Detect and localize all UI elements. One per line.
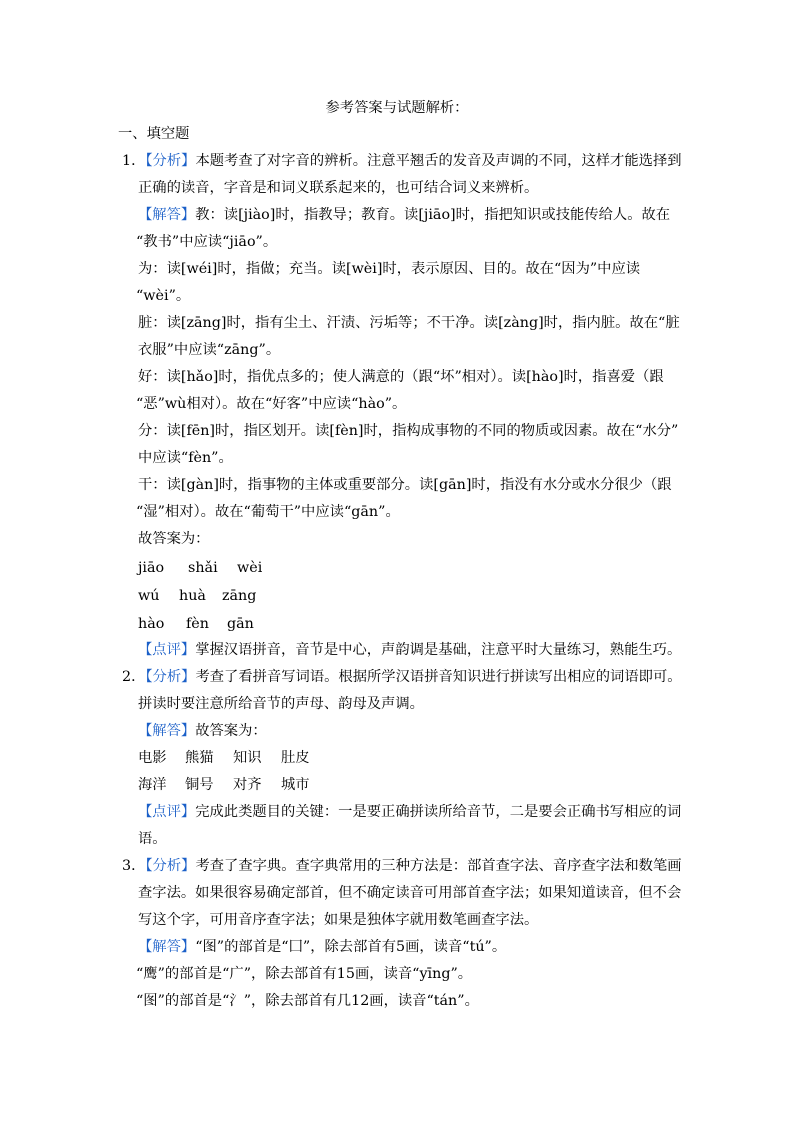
- q2-answer-cell: 铜号: [185, 777, 214, 793]
- q1-comment-line: [138, 640, 681, 660]
- q1-fen-line1: 分：读[fēn]时，指区划开。读[fèn]时，指构成事物的不同的物质或因素。故在“水分”: [138, 423, 679, 439]
- q1-answer-text: 教：读[jiào]时，指教导；教育。读[jiāo]时，指把知识或技能传给人。故在: [195, 207, 671, 223]
- q1-answer-cell: shǎi: [188, 560, 218, 576]
- q1-zang-line2: 衣服”中应读“zāng”。: [138, 342, 281, 358]
- q3-analysis-text: 考查了查字典。查字典常用的三种方法是：部首查字法、音序查字法和数笔画: [195, 858, 682, 874]
- q3-answer-tag: 【解答】: [138, 939, 196, 955]
- q2-answer-tag: 【解答】: [138, 723, 196, 739]
- q2-number: 2．: [122, 669, 146, 685]
- q2-answer-cell: 海洋: [138, 777, 167, 793]
- q1-comment-text: 掌握汉语拼音，音节是中心，声韵调是基础，注意平时大量练习，熟能生巧。: [195, 642, 682, 658]
- q1-answer-line2: “教书”中应读“jiāo”。: [136, 234, 278, 250]
- q1-answer-cell: huà: [179, 588, 206, 604]
- q3-answer-line3: “图”的部首是“氵”，除去部首有几12画，读音“tán”。: [136, 993, 479, 1009]
- q1-answer-cell: gān: [227, 616, 254, 632]
- q1-answer-row-3: [138, 614, 254, 634]
- q1-answer-line: [138, 205, 670, 225]
- q1-zang-line1: 脏：读[zāng]时，指有尘土、汗渍、污垢等；不干净。读[zàng]时，指内脏。故在“脏: [138, 315, 680, 331]
- q3-analysis-line3: 写这个字，可用音序查字法；如果是独体字就用数笔画查字法。: [138, 912, 539, 928]
- q2-answer-cell: 肚皮: [281, 750, 310, 766]
- q1-number: 1．: [122, 153, 146, 169]
- q1-analysis-line2: 正确的读音，字音是和词义联系起来的，也可结合词义来辨析。: [138, 180, 539, 196]
- q2-analysis-tag: 【分析】: [145, 669, 196, 685]
- q1-wei-line2: “wèi”。: [136, 288, 191, 304]
- q2-comment-text: 完成此类题目的关键：一是要正确拼读所给音节，二是要会正确书写相应的词: [195, 804, 682, 820]
- q3-analysis-line: [122, 856, 682, 876]
- q2-answer-line: [138, 721, 267, 741]
- q1-hao-line2: “恶”wù相对）。故在“好客”中应读“hào”。: [136, 396, 407, 412]
- q1-answer-row-1: [138, 558, 262, 578]
- q2-answer-row-1: [138, 748, 310, 768]
- q2-answer-cell: 熊猫: [185, 750, 214, 766]
- q1-analysis-line: [122, 151, 682, 171]
- section-heading: 一、填空题: [118, 126, 190, 142]
- q2-answer-text: 故答案为：: [195, 723, 267, 739]
- q2-analysis-line: [122, 667, 682, 687]
- q2-answer-row-2: [138, 775, 310, 795]
- q1-gan-line2: “湿”相对）。故在“葡萄干”中应读“gān”。: [136, 504, 400, 520]
- q1-answer-cell: jiāo: [138, 560, 165, 576]
- q3-analysis-line2: 查字法。如果很容易确定部首，但不确定读音可用部首查字法；如果知道读音，但不会: [138, 885, 682, 901]
- q2-answer-cell: 电影: [138, 750, 167, 766]
- page-title: 参考答案与试题解析：: [325, 100, 469, 116]
- q3-number: 3．: [122, 858, 146, 874]
- q3-answer-line2: “鹰”的部首是“广”，除去部首有15画，读音“yīng”。: [136, 966, 473, 982]
- q3-analysis-tag: 【分析】: [145, 858, 196, 874]
- q1-answer-tag: 【解答】: [138, 207, 196, 223]
- q1-analysis-text: 本题考查了对字音的辨析。注意平翘舌的发音及声调的不同，这样才能选择到: [195, 153, 682, 169]
- q2-comment-line: [138, 802, 681, 822]
- q1-hao-line1: 好：读[hǎo]时，指优点多的；使人满意的（跟“坏”相对）。读[hào]时，指喜爱（跟: [138, 369, 664, 385]
- q1-answer-cell: wèi: [237, 560, 263, 576]
- q1-answer-cell: wú: [138, 588, 160, 604]
- q1-answer-cell: zāng: [222, 588, 257, 604]
- q3-answer-text: “图”的部首是“囗”，除去部首有5画，读音“tú”。: [195, 939, 507, 955]
- q2-answer-cell: 对齐: [233, 777, 262, 793]
- q1-answer-row-2: [138, 586, 256, 606]
- q1-comment-tag: 【点评】: [138, 642, 196, 658]
- q2-analysis-line2: 拼读时要注意所给音节的声母、韵母及声调。: [138, 696, 424, 712]
- q3-answer-line: [138, 937, 506, 957]
- q2-comment-tag: 【点评】: [138, 804, 196, 820]
- q1-wei-line1: 为：读[wéi]时，指做；充当。读[wèi]时，表示原因、目的。故在“因为”中应读: [138, 261, 641, 277]
- q1-gan-line1: 干：读[gàn]时，指事物的主体或重要部分。读[gān]时，指没有水分或水分很少（跟: [138, 477, 672, 493]
- q2-comment-line2: 语。: [138, 831, 167, 847]
- q1-fen-line2: 中应读“fèn”。: [138, 450, 233, 466]
- q2-answer-cell: 城市: [281, 777, 310, 793]
- q1-analysis-tag: 【分析】: [145, 153, 196, 169]
- q1-so-label: 故答案为：: [138, 531, 210, 547]
- q2-analysis-text: 考查了看拼音写词语。根据所学汉语拼音知识进行拼读写出相应的词语即可。: [195, 669, 682, 685]
- q1-answer-cell: hào: [138, 616, 165, 632]
- q2-answer-cell: 知识: [233, 750, 262, 766]
- q1-answer-cell: fèn: [186, 616, 209, 632]
